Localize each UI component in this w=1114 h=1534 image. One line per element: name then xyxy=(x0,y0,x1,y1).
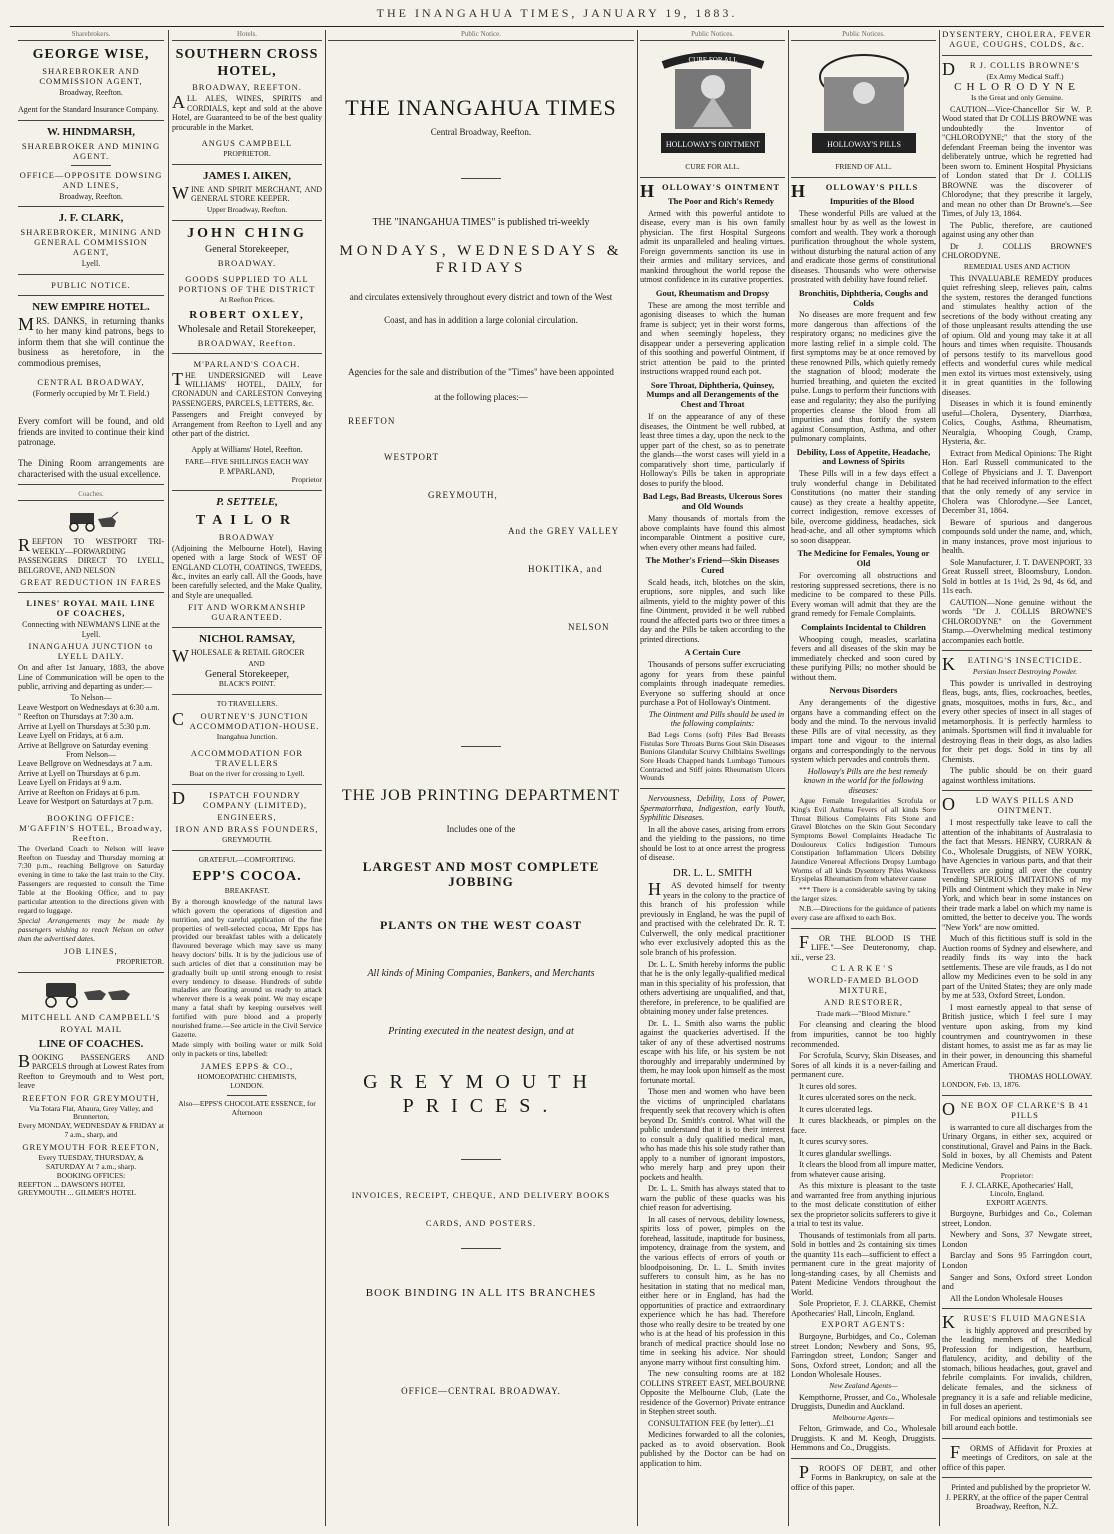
clarke-cure: It cures old sores. xyxy=(799,1081,857,1091)
body-text: Armed with this powerful antidote to disease, every man is his own family physician. The first Hospital Surgeons admit its unparalleled and healing virtues. Foreign governments sanction its use in their armies and military services, and mankind throughout the world repose the utmost confidence in its curative properties. xyxy=(640,208,785,285)
agencies-text: Agencies for the sale and distribution of the "Times" have been appointed xyxy=(348,367,614,378)
junction-text: On and after 1st January, 1883, the above Line of Communication will be open to the public, arriving and departing as under:— xyxy=(18,663,164,691)
hotel-comfort: Every comfort will be found, and old friends are invited to continue their kind patronage. xyxy=(18,416,164,448)
column-divider xyxy=(939,30,940,1526)
mc-greymouth: GREYMOUTH FOR REEFTON, xyxy=(22,1141,160,1152)
lines-text: Connecting with NEWMAN'S LINE at the Lyell. xyxy=(22,620,160,639)
timetable-row: Arrive at Lyell on Thursdays at 5:30 p.m. xyxy=(18,721,151,731)
smith-address: The new consulting rooms are at 182 COLLINS STREET EAST, MELBOURNE Opposite the Melbourne Club, (Late the residence of the Governor) Private entrance in Stephen street south. xyxy=(640,1369,785,1417)
smith-text: In all cases of nervous, debility lowness, spirits loss of power, pimples on the forehead, lassitude, inaptitude for business, impotency, drainage from the system, and the various effects of errors of youth or bloodpoisoning. Dr. L. L. Smith invites sufferers to consult him, as he has no hesitation in stating that no medical man, either here or in England, has had the opportunities of practice and extraordinary experience which he has had. Therefore those who really desire to be treated by one who is at the head of his profession in this branch of medical practice should lose no time in seeking his advice. Nor should anyone marry without first consulting him. xyxy=(640,1214,785,1367)
chlorodyne-title: CHLORODYNE xyxy=(954,81,1080,94)
export-heading: EXPORT AGENTS: xyxy=(821,1319,906,1330)
keating-title: KEATING'S INSECTICIDE. xyxy=(942,654,1083,675)
body-text: Thousands of persons suffer excruciating agony for years from these painful complaints through inadequate remedies. Everyone so suffering should at once purchase a Pot of Holloway's Ointment. xyxy=(640,660,785,708)
mc-title: MITCHELL AND CAMPBELL'S xyxy=(21,1011,161,1022)
timetable-row: Arrive at Bellgrove on Saturday evening xyxy=(18,740,148,750)
cards-text: CARDS, AND POSTERS. xyxy=(425,1217,537,1228)
subhead: Bronchitis, Diphtheria, Coughs and Colds xyxy=(798,287,929,308)
signature-name: THOMAS HOLLOWAY. xyxy=(1008,1071,1092,1081)
body-text: Scald heads, itch, blotches on the skin, eruptions, sore nipples, and such like ailments, yield to the mighty power of this fine Ointment, provided it be well rubbed round the affected parts two or three times a day and the Pills be taken according to the printed directions. xyxy=(640,577,785,644)
mparland-fare: FARE—FIVE SHILLINGS EACH WAY xyxy=(185,457,309,467)
ramsay-and: AND xyxy=(248,658,265,668)
place-nelson: NELSON xyxy=(568,622,610,633)
at-places-text: at the following places:— xyxy=(434,391,528,402)
smith-forward: Medicines forwarded to all the colonies, packed as to avoid observation. Book published by the Doctor can be had on application to him. xyxy=(640,1430,785,1468)
body-text: Diseases in which it is found eminently useful—Cholera, Dysentery, Diarrhœa, Colics, Coughs, Asthma, Rheumatism, Neuralgia, Whooping Cough, Cramp, Hysteria, &c. xyxy=(942,399,1092,447)
ramsay-title: NICHOL RAMSAY, xyxy=(199,633,295,646)
clarke-cure: It cures glandular swellings. xyxy=(799,1148,892,1158)
mc-royal: ROYAL MAIL xyxy=(60,1023,122,1034)
section-label: Coaches. xyxy=(18,490,164,501)
epps-homoeopathic: HOMOEOPATHIC CHEMISTS, xyxy=(197,1072,297,1082)
blood-title: FOR THE BLOOD IS THE LIFE."—See Deuteronomy, chap. xii., verse 23. xyxy=(791,931,936,962)
ramsay-text: WHOLESALE & RETAIL GROCER xyxy=(172,646,305,667)
ramsay-trade: General Storekeeper, xyxy=(205,668,289,680)
column-holloway-pills xyxy=(791,30,936,1526)
overland-text: The Overland Coach to Nelson will leave Reefton on Tuesday and Thursday morning at 7:30 p.m., reaching Bellgrove on Saturday evening in time to take the last train to the City. Passengers are requested to consult the Time Table at the Booking Office, and to pay particular attention to the directions given with regard to luggage. xyxy=(18,843,164,915)
export-agents: Burgoyne, Burbidges, and Co., Coleman street London; Newbery and Sons, 95, Farringdon street, London; Sanger and Sons, Oxford street, London; and all the London Wholesale Houses. xyxy=(791,1332,936,1380)
clarke-text: As this mixture is pleasant to the taste and warranted free from anything injurious to the most delicate constitution of either sex the proprietor solicits sufferers to give it a trial to test its value. xyxy=(791,1181,936,1229)
printed-by: Printed and published by the proprietor W. J. PERRY, at the office of the paper Central Broadway, Reefton, N.Z. xyxy=(945,1483,1091,1512)
clarke-trademark: Trade mark—"Blood Mixture." xyxy=(816,1008,911,1018)
kruse-title: KRUSE'S FLUID MAGNESIA xyxy=(942,1312,1087,1333)
export-item: Newbery and Sons, 37 Newgate street, London xyxy=(942,1230,1092,1249)
mc-office-1: REEFTON ... DAWSON'S HOTEL xyxy=(18,1179,126,1189)
body-text: These wonderful Pills are valued at the smallest hour by as well as the lowest in comfort and wealth. They work a thorough purification throughout the whole system, without disturbing the natural action of any and eradicate those germs of constitutional diseases. Thousands who were otherwise prostrated with debility have found relief. xyxy=(791,208,936,285)
nervous-heading: Nervousness, Debility, Loss of Power, Spermatorrhœa, Indigestion, early Youth, Syphilitic Diseases. xyxy=(640,794,785,823)
export-item: Burgoyne, Burbidges and Co., Coleman street, London. xyxy=(942,1209,1092,1228)
mparland-owner: P. M'PARLAND, xyxy=(219,466,275,476)
office-text: OFFICE—CENTRAL BROADWAY. xyxy=(401,1385,561,1396)
courtney-boat: Boat on the river for crossing to Lyell. xyxy=(189,769,305,779)
foundry-iron: IRON AND BRASS FOUNDERS, xyxy=(175,823,319,834)
body-text: Sole Manufacturer, J. T. DAVENPORT, 33 Great Russell street, Bloomsbury, London. Sold in bottles at 1s 1½d, 2s 9d, 4s 6d, and 11s each. xyxy=(942,557,1092,596)
fares-heading: GREAT REDUCTION IN FARES xyxy=(20,577,162,588)
nervous-text: In all the above cases, arising from errors and the yielding to the passions, no time should be lost to at once arrest the progress of disease. xyxy=(640,824,785,863)
route-text: REEFTON TO WESTPORT TRI-WEEKLY—FORWARDING PASSENGERS DIRECT TO LYELL, BELGROVE, AND NELSON xyxy=(18,535,164,575)
body-text: Many thousands of mortals from the above complaints have found this almost incomparable Ointment a positive cure, when every other means had failed. xyxy=(640,514,785,552)
aiken-title: JAMES I. AIKEN, xyxy=(202,169,292,182)
timetable-row: Arrive at Reefton on Fridays at 6 p.m. xyxy=(18,787,140,797)
lines-title: LINES' ROYAL MAIL LINE OF COACHES, xyxy=(26,598,156,619)
remedial-heading: REMEDIAL USES AND ACTION xyxy=(963,261,1071,271)
oxley-address: BROADWAY, Reefton. xyxy=(197,337,297,348)
keating-sub: Persian Insect Destroying Powder. xyxy=(972,667,1078,677)
courtney-address: Inangahua Junction. xyxy=(216,732,278,742)
subhead: The Mother's Friend—Skin Diseases Cured xyxy=(645,555,780,575)
ad-address: Lyell. xyxy=(81,259,101,269)
body-text: These Pills will in a few days effect a truly wonderful change in Debilitated Constitutions (no matter their standing cause) as they create a healthy appetite, correct indigestion, remove excesses of bile, overcome giddiness, headaches, sick head-ache, and all other symptoms which so soon disappear. xyxy=(791,469,936,545)
body-text: The public should be on their guard against worthless imitations. xyxy=(942,766,1092,785)
clarke-text: Thousands of testimonials from all parts. Sold in bottles and 2s containing six times the quantity 11s each—sufficient to effect a permanent cure in the great majority of long-standing cases, by all Chemists and Patent Medicine Vendors throughout the World. xyxy=(791,1230,936,1297)
column-medical-ads xyxy=(942,30,1092,1526)
body-text: This powder is unrivalled in destroying fleas, bugs, ants, flies, cockroaches, beetles, gnats, mosquitoes, moths in furs, &c., and every other species of insect in all stages of metamorphosis. It is perfectly harmless to animals. Sportsmen will find it invaluable for destroying fleas in their dogs, as also ladies for their pet dogs. Sold in tins by all Chemists. xyxy=(942,678,1092,764)
special-text: Special Arrangements may be made by passengers wishing to reach Nelson on other than the advertised dates. xyxy=(18,916,164,944)
column-divider xyxy=(637,30,638,1526)
body-text: CAUTION—Vice-Chancellor Sir W. P. Wood stated that Dr COLLIS BROWNE was undoubtedly the Inventor of "CHLORODYNE;" that the story of the defendant Freeman being the inventor was deliberately untrue, which he regretted had been sworn to. Eminent Hospital Physicians of London stated that Dr J. COLLIS BROWNE was the discoverer of Chlorodyne; that they prescribe it largely, and mean no other than Dr Browne's.—See Times, of July 13, 1864. xyxy=(942,104,1092,219)
melb-heading: Melbourne Agents— xyxy=(832,1412,895,1422)
hotel-text: MRS. DANKS, in returning thanks to her many kind patrons, begs to inform them that she will continue the business as heretofore, in the commodious premises, xyxy=(18,313,164,369)
clarke-proprietor: Sole Proprietor, F. J. CLARKE, Chemist Apothecaries' Hall, Lincoln, England. xyxy=(791,1299,936,1318)
body-text: No diseases are more frequent and few more dangerous than affections of the respiratory organs; no medicines give the more lasting relief in a simple cold. The first symptoms may be at once removed by these renowned Pills, which quietly remedy the stagnation of blood; moderate the hurried breathing, and quieten the excited pulse. Lungs to perform their functions with ease and regularity; they also the purifying properties cleanse the blood from all impurities and thus fortify the system against Consumption, Asthma, and other pulmonary complaints. xyxy=(791,310,936,444)
column-hotels xyxy=(172,30,322,1526)
mc-via: Via Totara Flat, Ahaura, Grey Valley, and Brunnerton, xyxy=(29,1103,153,1122)
subhead: The Poor and Rich's Remedy xyxy=(667,195,775,206)
junction-heading: INANGAHUA JUNCTION to LYELL DAILY. xyxy=(28,641,154,662)
public-notice-heading: PUBLIC NOTICE. xyxy=(51,279,131,290)
ad-office: OFFICE—OPPOSITE DOWSING AND LINES, xyxy=(19,169,163,190)
body-text: is warranted to cure all discharges from the Urinary Organs, in either sex, acquired or constitutional, Gravel and Pains in the Back. Sold in boxes, by all Chemists and Patent Medicine Vendors. xyxy=(942,1122,1092,1170)
collis-title: DR J. COLLIS BROWNE'S xyxy=(942,58,1081,79)
timetable-row: Leave Lyell on Fridays, at 6 a.m. xyxy=(18,731,124,741)
printing-text: Printing executed in the neatest design, and at xyxy=(388,1025,574,1037)
place-hokitika: HOKITIKA, and xyxy=(528,564,603,575)
clarke-name: CLARKE'S xyxy=(831,963,896,974)
column-divider xyxy=(168,30,169,1526)
section-label: Public Notices. xyxy=(791,30,936,41)
plants-text: PLANTS ON THE WEST COAST xyxy=(379,917,583,932)
subhead: Complaints Incidental to Children xyxy=(801,621,926,632)
body-text: For overcoming all obstructions and restoring suppressed secretions, there is no medicine to be compared to these Pills. Every woman will admit that they are the grand remedy for Female Complaints. xyxy=(791,571,936,619)
export-item: All the London Wholesale Houses xyxy=(950,1293,1063,1303)
smith-text: Dr. L. L. Smith has always stated that to warn the public of these quacks was his chief reason for advertising. xyxy=(640,1184,785,1213)
ching-title: JOHN CHING xyxy=(187,225,307,241)
body-text: Extract from Medical Opinions: The Right Hon. Earl Russell communicated to the College of Physicians and J. T. Davenport that he had received information to the effect that the only remedy of any service in Cholera was Chlorodyne.—See Lancet, December 31, 1864. xyxy=(942,448,1092,516)
export-item: Sanger and Sons, Oxford street London and xyxy=(942,1272,1092,1292)
proprietor-label: PROPRIETOR. xyxy=(116,956,164,966)
banner-text: CURE FOR ALL xyxy=(687,56,738,65)
proprietor-name: F. J. CLARKE, Apothecaries' Hall, xyxy=(961,1180,1073,1190)
hotel-previous: (Formerly occupied by Mr T. Field.) xyxy=(32,388,150,398)
place-greymouth: GREYMOUTH, xyxy=(428,490,498,501)
column-divider xyxy=(788,30,789,1526)
oxley-title: ROBERT OXLEY, xyxy=(189,308,305,321)
ad-note: Agent for the Standard Insurance Company. xyxy=(18,105,159,115)
logo-text: HOLLOWAY'S PILLS xyxy=(826,140,901,150)
chlorodyne-original: Is the Great and only Genuine. xyxy=(970,93,1064,103)
ad-address: Broadway, Reefton. xyxy=(59,87,123,97)
ching-trade: General Storekeeper, xyxy=(205,244,289,256)
foundry-address: GREYMOUTH. xyxy=(222,834,272,844)
smith-text: Dr. L. L. Smith hereby informs the public that he is the only legally-qualified medical man in this speciality of his profession, that others advertising are unqualified, and that, therefore, in preference, to be qualified are obtaining money under false pretences. xyxy=(640,959,785,1017)
section-label: Sharebrokers. xyxy=(18,30,164,41)
aiken-address: Upper Broadway, Reefton. xyxy=(206,204,288,214)
mc-text: BOOKING PASSENGERS AND PARCELS through at Lowest Rates from Reefton to Greymouth and to West port, leave xyxy=(18,1050,164,1091)
body-text: is highly approved and prescribed by the leading members of the Medical Profession for indigestion, heartburn, flatulency, acidity, and debility of the stomach, bilious headaches, gout, gravel and febrile complaints. For invalids, children, delicate females, and the sickness of pregnancy it is a safe and reliable medicine, in full doses an aperient. xyxy=(942,1325,1092,1412)
invoices-text: INVOICES, RECEIPT, CHEQUE, AND DELIVERY BOOKS xyxy=(351,1189,611,1200)
ointment-caption: CURE FOR ALL. xyxy=(685,162,740,172)
paper-address: Central Broadway, Reefton. xyxy=(430,127,532,138)
southern-cross-text: ALL ALES, WINES, SPIRITS and CORDIALS, kept and sold at the above Hotel, are Guaranteed to be of the best quality procurable in the Market. xyxy=(172,92,322,132)
subhead: Sore Throat, Diphtheria, Quinsey, Mumps and all Derangements of the Chest and Throat xyxy=(646,379,779,410)
paper-title: THE INANGAHUA TIMES xyxy=(345,95,617,121)
southern-cross-title: SOUTHERN CROSS HOTEL, xyxy=(175,47,319,79)
timetable-row: Leave Lyell on Fridays at 9 a.m. xyxy=(18,778,122,788)
ching-address: BROADWAY. xyxy=(217,257,277,268)
body-text: This INVALUABLE REMEDY produces quiet refreshing sleep, relieves pain, calms the system, restores the deranged functions and stimulates healthy action of the secretions of the body without creating any of those unpleasant results attending the use of opium. Old and young may take it at all hours and times when requisite. Thousands of persons testify to its marvellous good effects and wonderful cures while medical men extol its virtues most extensively, using it in great quantities in the following diseases. xyxy=(942,273,1092,397)
mc-days2: Every TUESDAY, THURSDAY, & SATURDAY At 7 a.m., sharp. xyxy=(38,1152,144,1171)
ad-desc: SHAREBROKER AND COMMISSION AGENT, xyxy=(39,65,143,86)
clarke-cure: It cures blackheads, or pimples on the face. xyxy=(791,1116,936,1135)
export-item: Barclay and Sons 95 Farringdon court, London xyxy=(942,1251,1092,1270)
mc-offices: BOOKING OFFICES: xyxy=(56,1170,126,1180)
timetable-to xyxy=(18,703,164,750)
mc-reefton: REEFTON FOR GREYMOUTH, xyxy=(22,1092,160,1103)
clarke-text: For cleansing and clearing the blood from impurities, cannot be too highly recommended. xyxy=(791,1020,936,1049)
body-text: If on the appearance of any of these diseases, the Ointment be well rubbed, at least three times a day, upon the neck to the upper part of the chest, so as to penetrate the glands—the worst cases will yield in a comparatively short time, particularly if Holloway's Pills be taken in appropriate doses to purify the blood. xyxy=(640,412,785,488)
hotel-dining: The Dining Room arrangements are characterised with the usual excellence. xyxy=(18,457,164,479)
clarke-and: AND RESTORER, xyxy=(824,996,903,1007)
body-text: These are among the most terrible and agonising diseases to which the human frame is subject; yet in their worst forms, and when seemingly hopeless, they disappear under a persevering application of this soothing and powerful Ointment, if strict attention be paid to the printed instructions wrapped round each pot. xyxy=(640,300,785,377)
binding-text: BOOK BINDING IN ALL ITS BRANCHES xyxy=(365,1286,597,1299)
travellers-heading: TO TRAVELLERS. xyxy=(216,699,278,709)
place-grey-valley: And the GREY VALLEY xyxy=(508,526,620,537)
ad-title-hindmarsh: W. HINDMARSH, xyxy=(47,125,135,138)
section-label: Hotels. xyxy=(172,30,322,41)
timetable-row: Leave Westport on Wednesdays at 6:30 a.m. xyxy=(18,702,160,712)
collis-sub: (Ex Army Medical Staff.) xyxy=(986,71,1064,81)
smith-title: DR. L. L. SMITH xyxy=(672,866,753,879)
clarke-title: WORLD-FAMED BLOOD MIXTURE, xyxy=(807,975,920,996)
clarke-cure: It cures ulcerated sores on the neck. xyxy=(799,1093,917,1103)
timetable-row: " Reefton on Thursdays at 7:30 a.m. xyxy=(18,712,134,722)
diseases-intro: Holloway's Pills are the best remedy known in the world for the following diseases: xyxy=(803,766,928,795)
from-nelson: From Nelson— xyxy=(66,750,116,760)
mc-office-2: GREYMOUTH ... GILMER'S HOTEL xyxy=(18,1188,137,1198)
pills-title: HOLLOWAY'S PILLS xyxy=(791,180,919,201)
smith-text: Dr. L. L. Smith also warns the public against the quackeries advertised. If the taker of any of these advertised nostrums escape with his life, or his system be not thoroughly and irreparably undermined by them, he may look upon himself as the most fortunate mortal. xyxy=(640,1018,785,1085)
mparland-text: THE UNDERSIGNED will Leave WILLIAMS' HOTEL, DAILY, for CRONADUN and CARLESTON Conveying PASSENGERS, PARCELS, LETTERS, &c. xyxy=(172,368,322,408)
oxley-trade: Wholesale and Retail Storekeeper, xyxy=(178,323,316,335)
proprietor-location: Lincoln, England. xyxy=(990,1189,1044,1199)
complaints-table: Bad Legs Corns (soft) Piles Bad Breasts Fistulas Sore Throats Burns Gout Skin Diseases Bunions Glandular Scurvy Chilblains Swellings Sore Heads Chapped hands Lumbago Tumours Contracted and Stiff joints Rheumatism Ulcers Wounds xyxy=(640,729,785,783)
subhead: The Medicine for Females, Young or Old xyxy=(797,548,930,569)
mining-text: All kinds of Mining Companies, Bankers, and Merchants xyxy=(367,967,595,979)
published-text: THE "INANGAHUA TIMES" is published tri-weekly xyxy=(372,216,590,228)
body-text: I most earnestly appeal to that sense of British justice, which I feel sure I may venture upon asking, from my kind countrymen and countrywomen in these distant homes, to assist me as far as may lie in their power, in denouncing this shameful American Fraud. xyxy=(942,1002,1092,1070)
signature-date: LONDON, Feb. 13, 1876. xyxy=(942,1080,1021,1090)
ching-at: At Reefton Prices. xyxy=(219,294,275,304)
pills-box-illustration xyxy=(794,47,934,159)
epps-also: Also—EPPS'S CHOCOLATE ESSENCE, for Afternoon xyxy=(178,1098,316,1117)
subhead: Impurities of the Blood xyxy=(829,195,915,206)
ad-title-clark: J. F. CLARK, xyxy=(58,212,124,225)
smith-fee: CONSULTATION FEE (by letter)...£1 xyxy=(648,1418,775,1428)
place-reefton: REEFTON xyxy=(348,416,396,427)
timetable-row: Leave for Westport on Saturdays at 7 p.m. xyxy=(18,797,153,807)
hotel-address: CENTRAL BROADWAY, xyxy=(37,376,145,387)
clarke-cure: For Scrofula, Scurvy, Skin Diseases, and Sores of all kinds it is a never-failing and permanent cure. xyxy=(791,1051,936,1080)
foundry-title: DISPATCH FOUNDRY COMPANY (LIMITED), xyxy=(172,787,308,810)
subhead: Debility, Loss of Appetite, Headache, and Lowness of Spirits xyxy=(796,446,931,467)
courtney-title: COURTNEY'S JUNCTION ACCOMMODATION-HOUSE. xyxy=(172,709,320,732)
prices-text: GREYMOUTH PRICES. xyxy=(363,1071,599,1117)
body-text: Whooping cough, measles, scarlatina fevers and all diseases of the skin may be immediately checked and soon cured by these purifying Pills; no mother should be without them. xyxy=(791,634,936,682)
booking-office: BOOKING OFFICE: M'GAFFIN'S HOTEL, Broadway, Reefton. xyxy=(19,812,163,843)
body-text: CAUTION—None genuine without the words "Dr J. COLLIS BROWNE'S CHLORODYNE" on the Government Stamp.—Overwhelming medical testimony accompanies each bottle. xyxy=(942,597,1092,645)
body-text: The Public, therefore, are cautioned against using any other than xyxy=(942,220,1092,240)
complaints-intro: The Ointment and Pills should be used in the following complaints: xyxy=(648,709,785,729)
export-heading: EXPORT AGENTS. xyxy=(986,1197,1048,1207)
settele-title: P. SETTELE, xyxy=(216,496,278,509)
ching-text: GOODS SUPPLIED TO ALL PORTIONS OF THE DISTRICT xyxy=(178,273,316,294)
circulation-text: and circulates extensively throughout every district and town of the West xyxy=(349,291,613,302)
place-westport: WESTPORT xyxy=(384,452,439,463)
column-divider xyxy=(325,30,326,1526)
includes-text: Includes one of the xyxy=(446,824,516,835)
epps-text: By a thorough knowledge of the natural laws which govern the operations of digestion and nutrition, and by careful application of the fine properties of well-selected cocoa, Mr Epps has provided our breakfast tables with a delicately flavoured beverage which may save us many heavy doctors' bills. It is by the judicious use of such articles of diet that a constitution may be gradually built up until strong enough to resist every tendency to disease. Hundreds of subtle maladies are floating around us ready to attack wherever there is a weak point. We may escape many a fatal shaft by keeping ourselves well fortified with pure blood and a properly nourished frame.—See article in the Civil Service Gazette. xyxy=(172,896,322,1039)
forms-notice: FORMS of Affidavit for Proxies at meetings of Creditors, on sale at the office of this paper. xyxy=(942,1441,1092,1472)
job-printing-title: THE JOB PRINTING DEPARTMENT xyxy=(341,787,621,805)
epps-tagline: GRATEFUL—COMFORTING. xyxy=(198,854,296,864)
column-sharebrokers xyxy=(18,30,164,1526)
epps-sub: BREAKFAST. xyxy=(224,886,270,896)
body-text: Dr J. COLLIS BROWNE'S CHLORODYNE. xyxy=(942,241,1092,261)
southern-cross-owner: ANGUS CAMPBELL xyxy=(201,138,293,149)
pills-caption: FRIEND OF ALL. xyxy=(835,162,892,172)
body-text: Beware of spurious and dangerous compounds sold under the name, and, which, in many instances, prove most injurious to health. xyxy=(942,517,1092,556)
foundry-engineers: ENGINEERS, xyxy=(217,811,277,822)
timetable-from xyxy=(18,759,164,806)
southern-cross-address: BROADWAY, REEFTON. xyxy=(192,82,302,93)
ad-title-wise: GEORGE WISE, xyxy=(32,47,150,63)
ad-desc: SHAREBROKER, MINING AND GENERAL COMMISSION AGENT, xyxy=(20,227,162,258)
clarke-cure: It cures ulcerated legs. xyxy=(799,1104,873,1114)
clarke-cure: It clears the blood from all impure matter, from whatever cause arising. xyxy=(791,1160,936,1179)
subhead: Nervous Disorders xyxy=(829,685,898,696)
clarke-cure: It cures scurvy sores. xyxy=(799,1137,869,1147)
section-label: Public Notices. xyxy=(640,30,785,41)
ad-address: Broadway, Reefton. xyxy=(59,191,123,201)
stagecoach-icon xyxy=(36,978,146,1008)
mc-days: Every MONDAY, WEDNESDAY & FRIDAY at 7 a.m., sharp, and xyxy=(18,1121,164,1140)
smith-text: HAS devoted himself for twenty years in the colony to the practice of this branch of his profession while previously in England, he was the pupil of and practised with the celebrated Dr. R. T. Culverwell, the only medical practitioner who ever exclusively adopted this as the sole branch of his profession. xyxy=(640,879,785,957)
settele-fit: FIT AND WORKMANSHIP GUARANTEED. xyxy=(188,602,306,623)
epps-company: JAMES EPPS & CO., xyxy=(200,1061,294,1072)
timetable-row: Leave Bellgrove on Wednesdays at 7 a.m. xyxy=(18,759,153,769)
proprietor-label: Proprietor xyxy=(291,475,322,485)
nb-note: N.B.—Directions for the guidance of patients every case are affixed to each Box. xyxy=(791,904,936,923)
to-nelson: To Nelson— xyxy=(70,693,112,703)
smith-text: Those men and women who have been the victims of unprincipled charlatans frequently seek that recovery which is often beyond Dr. Smith's control. What will the public understand that it is to their interest to consult a duly qualified medical man, who has made this his sole study rather than apply to a number of ignorant impostors, who merely harp and prey upon their pockets and health. xyxy=(640,1087,785,1182)
ramsay-address: BLACK'S POINT. xyxy=(218,679,276,689)
largest-text: LARGEST AND MOST COMPLETE JOBBING xyxy=(362,858,600,890)
diseases-table: Ague Female Irregularities Scrofula or King's Evil Asthma Fevers of all kinds Sore Throat Bilious Complaints Fits Stone and Gravel Blotches on the Skin Gout Secondary Symptoms Bowel Complaints Headache Tic Douloureux Colics Indigestion Tumours Constipation Inflammation Ulcers Debility Jaundice Venereal Affections Dropsy Lumbago Worms of all kinds Dysentery Piles Weakness Erysipelas Rheumatism from whatever cause xyxy=(791,796,936,884)
subhead: A Certain Cure xyxy=(684,647,741,658)
epps-london: LONDON. xyxy=(230,1081,264,1091)
dysentery-head: DYSENTERY, CHOLERA, FEVER AGUE, COUGHS, COLDS, &c. xyxy=(942,30,1092,49)
mparland-title: M'PARLAND'S COACH. xyxy=(193,358,301,369)
agency-places xyxy=(328,402,634,742)
page-top-rule xyxy=(10,26,1104,27)
subhead: Bad Legs, Bad Breasts, Ulcerous Sores and Old Wounds xyxy=(642,491,783,512)
column-holloway-ointment xyxy=(640,30,785,1526)
proofs-notice: PROOFS OF DEBT, and other Forms in Bankruptcy, on sale at the office of this paper. xyxy=(791,1461,936,1492)
aiken-text: WINE AND SPIRIT MERCHANT, AND GENERAL STORE KEEPER. xyxy=(172,182,322,204)
publication-days: MONDAYS, WEDNESDAYS & FRIDAYS xyxy=(339,242,623,277)
logo-text: HOLLOWAY'S OINTMENT xyxy=(665,140,760,150)
clarke-box-title: ONE BOX OF CLARKE'S B 41 PILLS xyxy=(942,1098,1090,1120)
timetable-row: Arrive at Lyell on Thursdays at 6 p.m. xyxy=(18,768,141,778)
mparland-text2: Passengers and Freight conveyed by Arrangement from Reefton to Lyell and any other part of the district. xyxy=(172,410,322,439)
settele-address: BROADWAY xyxy=(218,531,276,542)
subhead: Gout, Rheumatism and Dropsy xyxy=(655,287,770,298)
settele-text: (Adjoining the Melbourne Hotel), Having opened with a large Stock of WEST OF ENGLAND CLOTH, COATINGS, TWEEDS, &c., invites an early call. All the Goods, have been carefully selected, and the Make Quality, and Style are unequalled. xyxy=(172,543,322,600)
holloway-warning-title: OLD WAYS PILLS AND OINTMENT. xyxy=(942,794,1075,816)
job-lines: JOB LINES, xyxy=(64,945,118,956)
ointment-title: HOLLOWAY'S OINTMENT xyxy=(640,180,781,201)
mc-line: LINE OF COACHES. xyxy=(38,1037,144,1050)
section-label: Public Notice. xyxy=(328,30,634,41)
body-text: Any derangements of the digestive organs have a commanding effect on the body and the mind. To the nervous invalid these Pills are of vital necessity, as they impart tone and vigour to the internal organs and correspondingly to the nervous system which pervades and controls them. xyxy=(791,698,936,765)
epps-made: Made simply with boiling water or milk Sold only in packets or tins, labelled: xyxy=(172,1040,322,1059)
ad-desc: SHAREBROKER AND MINING AGENT. xyxy=(21,140,161,161)
body-text: I most respectfully take leave to call the attention of the inhabitants of Australasia to the fact that Messrs. HENRY, CURRAN & Co., Wholesale Druggists, of NEW YORK, have Agencies in various parts, and that their Travellers are going all over the country vending SPURIOUS IMITATIONS of my Pills and Ointment which they make in New York, and which bear in some instances on their trade mark a label on which my name is omitted, the better to deceive you. The words "New York" are now omitted. xyxy=(942,818,1092,932)
nz-heading: New Zealand Agents— xyxy=(829,1380,898,1390)
nz-agents: Kempthorne, Prosser, and Co., Wholesale Druggists, Dunedin and Auckland. xyxy=(791,1392,936,1412)
ointment-pot-illustration xyxy=(643,47,783,159)
body-text: For medical opinions and testimonials see bill around each bottle. xyxy=(942,1413,1092,1433)
mparland-apply: Apply at Williams' Hotel, Reefton. xyxy=(191,444,303,454)
saving-note: *** There is a considerable saving by taking the larger sizes. xyxy=(791,885,936,903)
coach-icon xyxy=(56,507,126,533)
coast-text: Coast, and has in addition a large colonial circulation. xyxy=(384,314,578,325)
epps-title: EPP'S COCOA. xyxy=(192,868,302,884)
proprietor-label: PROPRIETOR. xyxy=(223,149,271,159)
proprietor-label: Proprietor: xyxy=(1000,1171,1034,1181)
column-public-notice xyxy=(328,30,634,1526)
hotel-title: NEW EMPIRE HOTEL. xyxy=(32,300,150,313)
courtney-accom: ACCOMMODATION FOR TRAVELLERS xyxy=(190,747,304,768)
masthead: THE INANGAHUA TIMES, JANUARY 19, 1883. xyxy=(376,6,738,20)
melb-agents: Felton, Grimwade, and Co., Wholesale Druggists. K and M. Keogh, Druggists. Hemmons and Co., Druggists. xyxy=(791,1424,936,1453)
settele-trade: TAILOR xyxy=(195,513,299,529)
body-text: Much of this fictitious stuff is sold in the Auction rooms of Sydney and elsewhere, and readily finds its way into the back settlements. These are vile frauds, as I do not allow my Medicines even to be sold in any part of the United States; they are only made by me at 533, Oxford Street, London. xyxy=(942,934,1092,1001)
